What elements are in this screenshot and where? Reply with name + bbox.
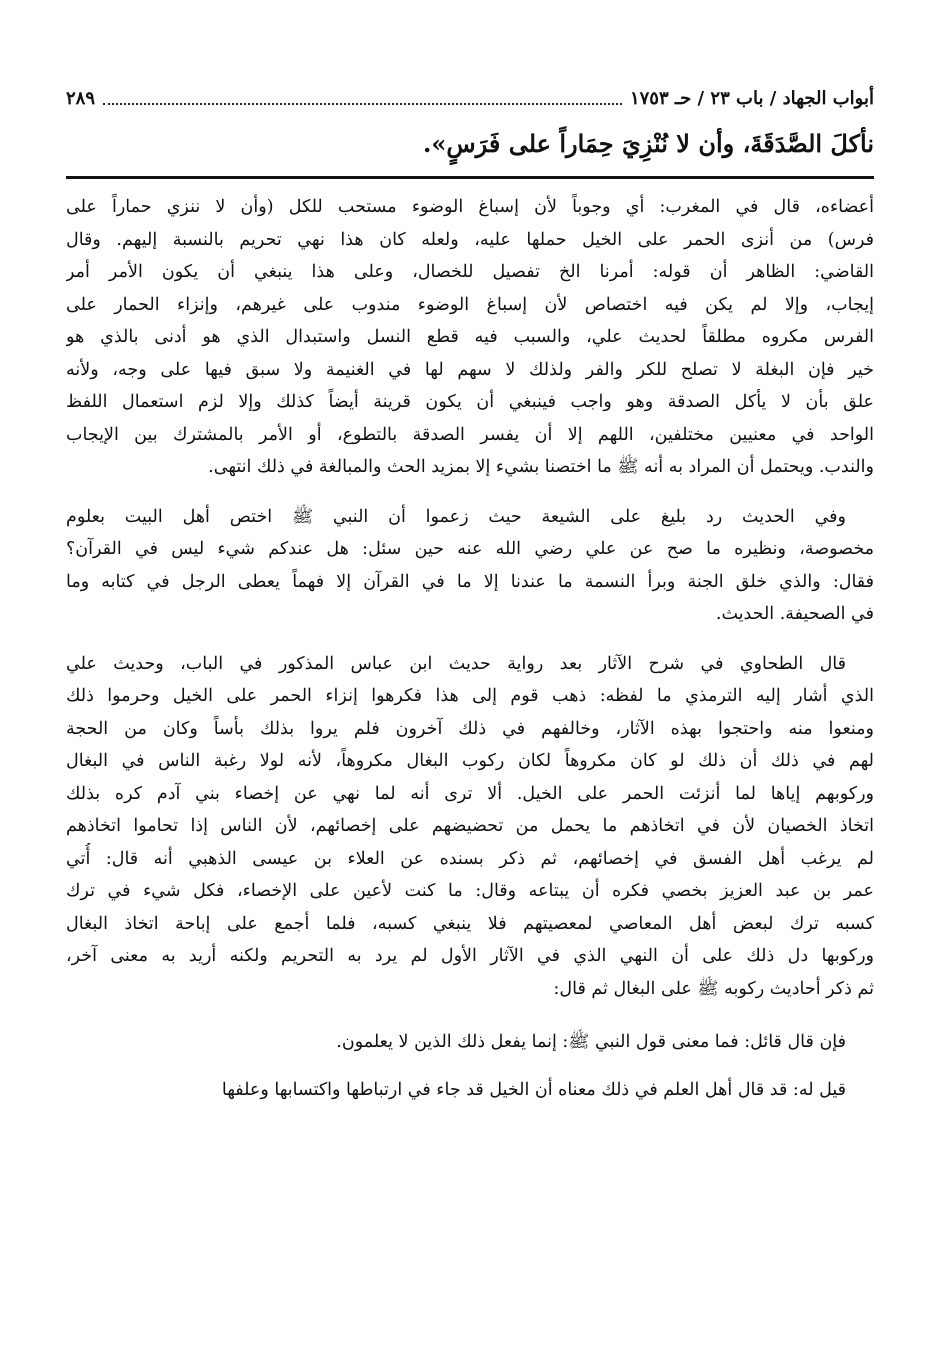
text-line: وفي الحديث رد بليغ على الشيعة حيث زعموا أن النبي ﷺ اختص أهل البيت بعلوم	[66, 506, 846, 527]
text-line: والندب. ويحتمل أن المراد به أنه ﷺ ما اختصنا بشيء إلا بمزيد الحث والمبالغة في ذلك انتهى.	[208, 457, 874, 477]
text-line: ثم ذكر أحاديث ركوبه ﷺ على البغال ثم قال:	[553, 978, 874, 999]
answer-line: قيل له: قد قال أهل العلم في ذلك معناه أن الخيل قد جاء في ارتباطها واكتسابها وعلفها	[221, 1080, 846, 1100]
text-line: الواحد في معنيين مختلفين، اللهم إلا أن يفسر الصدقة بالتطوع، أو الأمر بالمشترك بين الإيجاب	[66, 424, 874, 445]
text-line: فقال: والذي خلق الجنة وبرأ النسمة ما عندنا إلا ما في القرآن إلا فهماً يعطى الرجل في كتابه وما	[66, 571, 874, 592]
text-line: إيجاب، وإلا لم يكن فيه اختصاص لأن إسباغ الوضوء مندوب على غيرهم، وإنزاء الحمار على	[66, 294, 874, 315]
chapter-title: أبواب الجهاد / باب ٢٣ / حـ ١٧٥٣	[629, 87, 874, 109]
text-line: وركوبها دل ذلك على أن النهي الذي في الآثار الأول لم يرد به التحريم ولكنه أريد به معنى آخر،	[66, 946, 874, 966]
commentary-paragraph	[66, 648, 874, 1006]
text-line: لهم في ذلك أن ذلك لو كان مكروهاً لكان ركوب البغال مكروهاً، لأنه لولا رغبة الناس في البغال	[66, 751, 874, 771]
text-line: ومنعوا منه واحتجوا بهذه الآثار، وخالفهم في ذلك آخرون فلم يروا بذلك بأساً وكان من الحجة	[66, 718, 874, 739]
text-line: مخصوصة، ونظيره ما صح عن علي رضي الله عنه حين سئل: هل عندكم شيء ليس في القرآن؟	[66, 539, 874, 559]
running-header	[66, 78, 874, 118]
text-line: القاضي: الظاهر أن قوله: أمرنا الخ تفصيل للخصال، وعلى هذا ينبغي أن يكون الأمر أمر	[66, 262, 874, 282]
text-line: أعضاءه، قال في المغرب: أي وجوباً لأن إسباغ الوضوء مستحب للكل (وأن لا ننزي حماراً على	[66, 197, 874, 217]
page-number: ٢٨٩	[66, 87, 96, 109]
text-line: فرس) من أنزى الحمر على الخيل حملها عليه، ولعله كان هذا نهي تحريم بالنسبة إليهم. وقال	[66, 229, 874, 250]
text-line: علق بأن لا يأكل الصدقة وهو واجب فينبغي أن يكون قرينة أيضاً كذلك وإلا لزم استعمال اللفظ	[66, 392, 874, 412]
text-line: لم يرغب أهل الفسق في إخصائهم، ثم ذكر بسنده عن العلاء بن عيسى الذهبي أنه قال: أُتي	[66, 848, 874, 869]
question-line: فإن قال قائل: فما معنى قول النبي ﷺ: إنما يفعل ذلك الذين لا يعلمون.	[336, 1032, 846, 1052]
divider	[66, 176, 874, 179]
text-line: الفرس مكروه مطلقاً لحديث علي، والسبب فيه قطع النسل واستبدال الذي هو أدنى بالذي هو	[66, 327, 874, 347]
leader-dots	[103, 91, 622, 105]
commentary	[66, 191, 874, 1005]
commentary-paragraph	[66, 501, 874, 631]
text-line: عمر بن عبد العزيز بخصي فكره أن يبتاعه وقال: ما كنت لأعين على الإخصاء، فكل شيء في ترك	[66, 881, 874, 901]
text-line: كسبه ترك لبعض أهل المعاصي لمعصيتهم فلا ينبغي كسبه، فلما أجمع على إباحة اتخاذ البغال	[66, 913, 874, 934]
commentary-paragraph	[66, 191, 874, 484]
text-line: الذي أشار إليه الترمذي ما لفظه: ذهب قوم إلى هذا فكرهوا إنزاء الحمر على الخيل وحرموا ذلك	[66, 686, 874, 706]
book-page	[66, 78, 874, 1118]
text-line: قال الطحاوي في شرح الآثار بعد رواية حديث ابن عباس المذكور في الباب، وحديث علي	[66, 653, 846, 674]
text-line: خير فإن البغلة لا تصلح للكر والفر ولذلك لا سهم لها في الغنيمة ولا سبق فيها على وجه، ولأنه	[66, 359, 874, 380]
hadith-text: نأكلَ الصَّدَقَةَ، وأن لا نُنْزِيَ حِمَاراً على فَرَسٍ».	[423, 129, 874, 158]
text-line: اتخاذ الخصيان لأن في اتخاذهم ما يحمل من تحضيضهم على إخصائهم، لأن الناس إذا تحاموا اتخاذهم	[66, 816, 874, 836]
text-line: في الصحيفة. الحديث.	[715, 604, 874, 624]
text-line: وركوبهم إياها لما أنزئت الحمر على الخيل. ألا ترى أنه لما نهي عن إخصاء بني آدم كره بذلك	[66, 783, 874, 804]
